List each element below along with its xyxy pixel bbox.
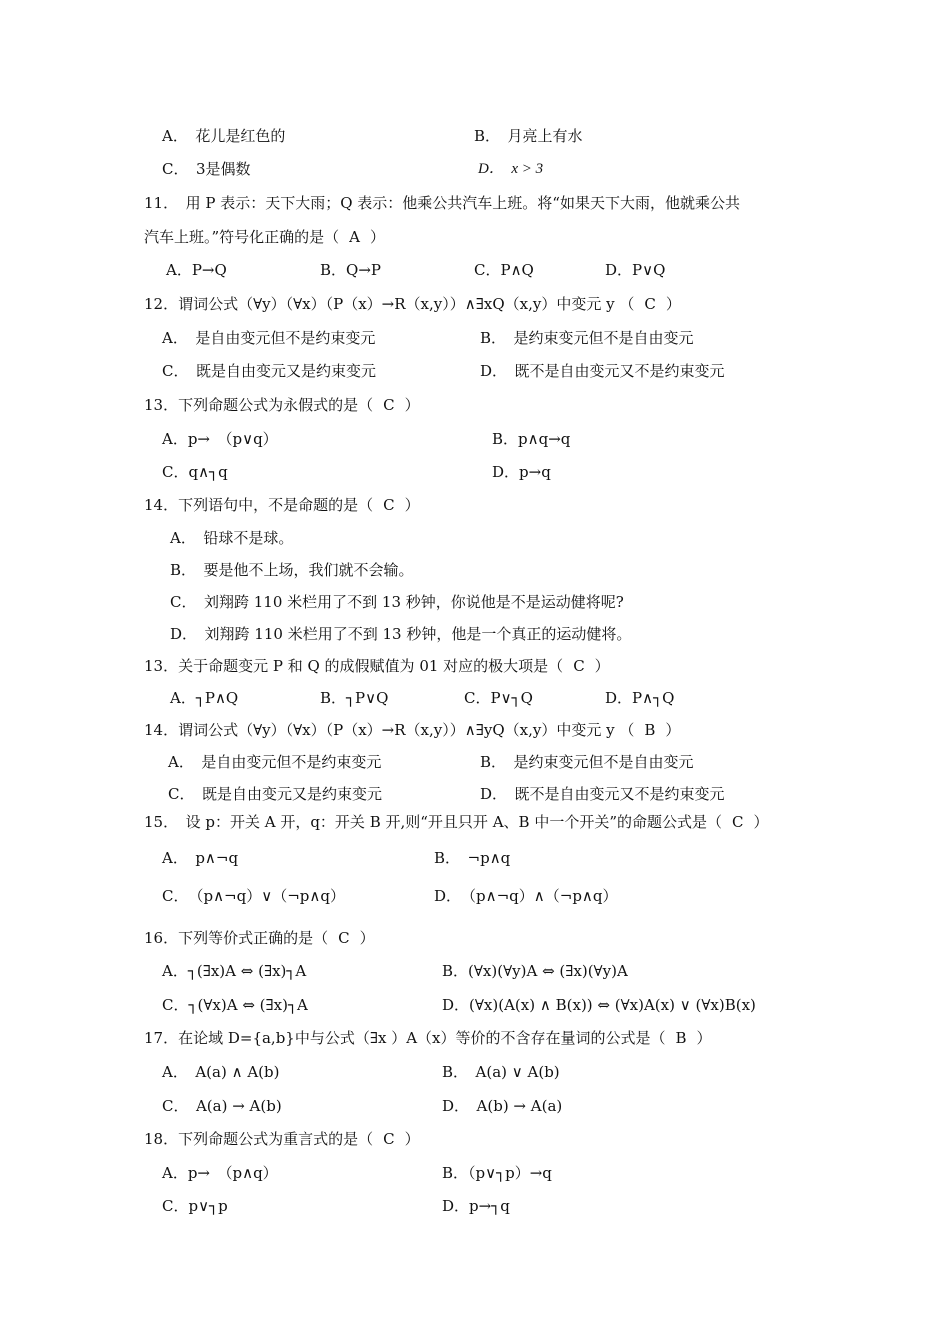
question-11-text: 11． 用 P 表示：天下大雨；Q 表示：他乘公共汽车上班。将“如果天下大雨，他就乘公共 xyxy=(144,194,740,212)
q15-option-c: C． （p∧¬q）∨（¬p∧q） xyxy=(162,887,345,905)
q17-option-c: C． A(a) → A(b) xyxy=(162,1097,282,1115)
q11-option-d: D．P∨Q xyxy=(605,261,666,279)
q13a-option-d: D．p→q xyxy=(492,463,551,481)
q16-option-a: A．┐(∃x)A ⇔ (∃x)┐A xyxy=(162,962,307,980)
q15-option-d: D． （p∧¬q）∧（¬p∧q） xyxy=(434,887,618,905)
question-13a-text xyxy=(144,395,420,415)
q13b-stem: 13．关于命题变元 P 和 Q 的成假赋值为 01 对应的极大项是（ xyxy=(144,657,564,675)
q13b-option-a: A．┐P∧Q xyxy=(170,689,239,707)
q12-option-c: C． 既是自由变元又是约束变元 xyxy=(162,362,376,380)
q14a-close: ） xyxy=(404,496,420,514)
q14b-stem: 14．谓词公式（∀y）（∀x）（P（x）→R（x,y））∧∃yQ（x,y）中变元 y （ xyxy=(144,721,635,739)
q11-option-a: A．P→Q xyxy=(166,261,227,279)
q13b-option-c: C．P∨┐Q xyxy=(464,689,533,707)
q11-answer: A xyxy=(349,228,361,246)
q15-close: ） xyxy=(753,813,769,831)
q16-answer: C xyxy=(338,929,350,947)
q11-option-c: C．P∧Q xyxy=(474,261,534,279)
q16-option-b: B．(∀x)(∀y)A ⇔ (∃x)(∀y)A xyxy=(442,962,628,980)
q13a-close: ） xyxy=(404,396,420,414)
q10-option-b: B． 月亮上有水 xyxy=(474,127,583,145)
question-17-text xyxy=(144,1028,712,1048)
q14b-answer: B xyxy=(644,721,656,739)
q17-stem: 17．在论域 D={a,b}中与公式（∃x ）A（x）等价的不含存在量词的公式是（ xyxy=(144,1029,666,1047)
q15-answer: C xyxy=(732,813,744,831)
q17-option-a: A． A(a) ∧ A(b) xyxy=(162,1063,280,1081)
q14b-option-b: B． 是约束变元但不是自由变元 xyxy=(480,753,694,771)
q18-stem: 18．下列命题公式为重言式的是（ xyxy=(144,1130,374,1148)
q14b-option-a: A． 是自由变元但不是约束变元 xyxy=(168,753,382,771)
q14a-option-a: A． 铅球不是球。 xyxy=(170,529,294,547)
q16-option-c: C．┐(∀x)A ⇔ (∃x)┐A xyxy=(162,996,308,1014)
q10-option-d: D． x > 3 xyxy=(478,161,544,177)
q13b-close: ） xyxy=(594,657,610,675)
q18-close: ） xyxy=(404,1130,420,1148)
q14a-option-c: C． 刘翔跨 110 米栏用了不到 13 秒钟，你说他是不是运动健将呢? xyxy=(170,593,624,611)
q10-option-c: C． 3是偶数 xyxy=(162,160,251,178)
q13b-option-b: B．┐P∨Q xyxy=(320,689,389,707)
q17-answer: B xyxy=(675,1029,687,1047)
q17-option-b: B． A(a) ∨ A(b) xyxy=(442,1063,560,1081)
q16-stem: 16．下列等价式正确的是（ xyxy=(144,929,329,947)
q14b-close: ） xyxy=(665,721,681,739)
q18-answer: C xyxy=(383,1130,395,1148)
q13b-option-d: D．P∧┐Q xyxy=(605,689,675,707)
q11-option-b: B．Q→P xyxy=(320,261,381,279)
question-18-text xyxy=(144,1129,420,1149)
q18-option-c: C．p∨┐p xyxy=(162,1197,228,1215)
q12-option-a: A． 是自由变元但不是约束变元 xyxy=(162,329,376,347)
q14b-option-c: C． 既是自由变元又是约束变元 xyxy=(168,785,382,803)
q14a-stem: 14．下列语句中，不是命题的是（ xyxy=(144,496,374,514)
q13b-answer: C xyxy=(573,657,585,675)
q14a-option-d: D． 刘翔跨 110 米栏用了不到 13 秒钟，他是一个真正的运动健将。 xyxy=(170,625,632,643)
q11-stem: 汽车上班。”符号化正确的是（ xyxy=(144,228,340,246)
question-15-text xyxy=(144,812,769,832)
q11-close: ） xyxy=(370,228,386,246)
question-14b-text xyxy=(144,720,680,740)
q18-option-b: B．（p∨┐p）→q xyxy=(442,1164,552,1182)
q17-option-d: D． A(b) → A(a) xyxy=(442,1097,563,1115)
q12-option-d: D． 既不是自由变元又不是约束变元 xyxy=(480,362,725,380)
q13a-option-c: C．q∧┐q xyxy=(162,463,228,481)
q15-option-b: B． ¬p∧q xyxy=(434,849,511,867)
q17-close: ） xyxy=(696,1029,712,1047)
question-11-text-2 xyxy=(144,227,385,247)
q14a-answer: C xyxy=(383,496,395,514)
q13a-option-b: B．p∧q→q xyxy=(492,430,571,448)
q12-option-b: B． 是约束变元但不是自由变元 xyxy=(480,329,694,347)
q12-stem: 12．谓词公式（∀y）（∀x）（P（x）→R（x,y））∧∃xQ（x,y）中变元 y （ xyxy=(144,295,635,313)
q15-stem: 15． 设 p：开关 A 开，q：开关 B 开,则“开且只开 A、B 中一个开关”的命题公式是（ xyxy=(144,813,722,831)
q10-option-a: A． 花儿是红色的 xyxy=(162,127,286,145)
question-12-text xyxy=(144,294,681,314)
q14a-option-b: B． 要是他不上场，我们就不会输。 xyxy=(170,561,414,579)
q16-option-d: D．(∀x)(A(x) ∧ B(x)) ⇔ (∀x)A(x) ∨ (∀x)B(x) xyxy=(442,996,756,1014)
q12-close: ） xyxy=(665,295,681,313)
question-14a-text xyxy=(144,495,420,515)
q12-answer: C xyxy=(644,295,656,313)
q18-option-d: D．p→┐q xyxy=(442,1197,510,1215)
q15-option-a: A． p∧¬q xyxy=(162,849,239,867)
question-16-text xyxy=(144,928,375,948)
q16-close: ） xyxy=(359,929,375,947)
q13a-stem: 13．下列命题公式为永假式的是（ xyxy=(144,396,374,414)
q18-option-a: A．p→ （p∧q） xyxy=(162,1164,278,1182)
q13a-answer: C xyxy=(383,396,395,414)
q13a-option-a: A．p→ （p∨q） xyxy=(162,430,278,448)
q14b-option-d: D． 既不是自由变元又不是约束变元 xyxy=(480,785,725,803)
question-13b-text xyxy=(144,656,610,676)
